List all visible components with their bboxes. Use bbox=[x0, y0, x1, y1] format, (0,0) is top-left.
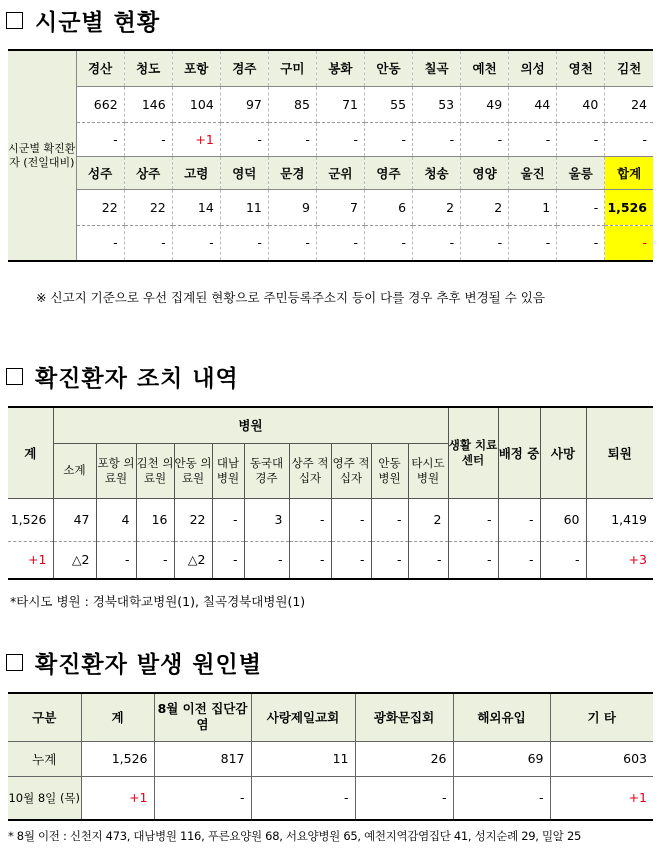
region-change: - bbox=[413, 225, 461, 261]
cause-cell: - bbox=[355, 776, 453, 820]
sub-header: 김천 의료원 bbox=[136, 443, 174, 498]
region-name: 예천 bbox=[461, 50, 509, 86]
action-cell: 1,526 bbox=[8, 498, 53, 541]
actions-table bbox=[8, 406, 653, 580]
region-total: 7 bbox=[316, 189, 364, 225]
sub-header: 영주 적십자 bbox=[331, 443, 371, 498]
region-total: 24 bbox=[605, 86, 653, 122]
region-total: 11 bbox=[220, 189, 268, 225]
region-change: - bbox=[557, 225, 605, 261]
region-total: 44 bbox=[509, 86, 557, 122]
region-name: 영양 bbox=[461, 156, 509, 189]
region-change: - bbox=[364, 225, 412, 261]
cause-cell: +1 bbox=[81, 776, 154, 820]
region-name: 울진 bbox=[509, 156, 557, 189]
region-name: 칠곡 bbox=[413, 50, 461, 86]
cause-cell: - bbox=[154, 776, 251, 820]
grand-total-value: 1,526 bbox=[605, 189, 653, 225]
region-total: 2 bbox=[461, 189, 509, 225]
action-cell: 47 bbox=[53, 498, 96, 541]
header-pending: 배정 중 bbox=[498, 407, 540, 498]
region-name: 경주 bbox=[220, 50, 268, 86]
region-change: - bbox=[124, 122, 172, 156]
header-discharge: 퇴원 bbox=[586, 407, 653, 498]
region-total: 71 bbox=[316, 86, 364, 122]
hospital-note: *타시도 병원 : 경북대학교병원(1), 칠곡경북대병원(1) bbox=[10, 594, 306, 609]
region-total: 662 bbox=[76, 86, 124, 122]
action-cell: - bbox=[448, 498, 498, 541]
region-name: 고령 bbox=[172, 156, 220, 189]
region-change: - bbox=[76, 122, 124, 156]
cause-cell: 1,526 bbox=[81, 741, 154, 776]
cause-header: 구분 bbox=[8, 693, 81, 741]
region-total: 9 bbox=[268, 189, 316, 225]
region-total: - bbox=[557, 189, 605, 225]
action-cell: 3 bbox=[244, 498, 289, 541]
sub-header: 안동 병원 bbox=[371, 443, 408, 498]
region-total: 22 bbox=[124, 189, 172, 225]
action-change: - bbox=[540, 541, 586, 579]
region-change: - bbox=[220, 122, 268, 156]
region-name: 구미 bbox=[268, 50, 316, 86]
action-change: - bbox=[244, 541, 289, 579]
cause-header: 사랑제일교회 bbox=[251, 693, 355, 741]
region-total: 6 bbox=[364, 189, 412, 225]
cause-row-label: 10월 8일 (목) bbox=[8, 776, 81, 820]
region-name: 김천 bbox=[605, 50, 653, 86]
cause-cell: 69 bbox=[453, 741, 550, 776]
section-title-actions: 확진환자 조치 내역 bbox=[6, 360, 239, 393]
region-name: 경산 bbox=[76, 50, 124, 86]
region-change: - bbox=[557, 122, 605, 156]
action-change: △2 bbox=[174, 541, 212, 579]
sub-header: 타시도 병원 bbox=[408, 443, 448, 498]
region-change: - bbox=[413, 122, 461, 156]
region-change: - bbox=[605, 122, 653, 156]
region-change: - bbox=[364, 122, 412, 156]
action-cell: 2 bbox=[408, 498, 448, 541]
region-change: - bbox=[220, 225, 268, 261]
header-life-center: 생활 치료 센터 bbox=[448, 407, 498, 498]
region-change: - bbox=[268, 122, 316, 156]
action-cell: - bbox=[331, 498, 371, 541]
cause-cell: - bbox=[453, 776, 550, 820]
region-total: 85 bbox=[268, 86, 316, 122]
region-change: - bbox=[316, 122, 364, 156]
region-total: 40 bbox=[557, 86, 605, 122]
region-change: +1 bbox=[172, 122, 220, 156]
action-change: +3 bbox=[586, 541, 653, 579]
region-name: 포항 bbox=[172, 50, 220, 86]
cause-cell: +1 bbox=[550, 776, 653, 820]
action-cell: 22 bbox=[174, 498, 212, 541]
action-change: - bbox=[212, 541, 244, 579]
action-change: - bbox=[371, 541, 408, 579]
region-change: - bbox=[509, 225, 557, 261]
cause-header: 8월 이전 집단감염 bbox=[154, 693, 251, 741]
region-total: 104 bbox=[172, 86, 220, 122]
city-note: ※ 신고지 기준으로 우선 집계된 현황으로 주민등록주소지 등이 다를 경우 추후 변경될 수 있음 bbox=[36, 290, 545, 305]
region-name: 상주 bbox=[124, 156, 172, 189]
region-name: 영천 bbox=[557, 50, 605, 86]
region-total: 14 bbox=[172, 189, 220, 225]
cause-cell: 603 bbox=[550, 741, 653, 776]
sub-header: 대남 병원 bbox=[212, 443, 244, 498]
grand-total-change: - bbox=[605, 225, 653, 261]
header-hospital: 병원 bbox=[53, 407, 448, 443]
region-name: 의성 bbox=[509, 50, 557, 86]
region-change: - bbox=[268, 225, 316, 261]
sub-header: 안동 의료원 bbox=[174, 443, 212, 498]
region-name: 청송 bbox=[413, 156, 461, 189]
region-total: 49 bbox=[461, 86, 509, 122]
action-cell: - bbox=[289, 498, 331, 541]
cause-cell: 11 bbox=[251, 741, 355, 776]
action-change: - bbox=[448, 541, 498, 579]
action-change: △2 bbox=[53, 541, 96, 579]
cause-cell: 26 bbox=[355, 741, 453, 776]
sub-header: 상주 적십자 bbox=[289, 443, 331, 498]
sub-header: 포항 의료원 bbox=[96, 443, 136, 498]
checkbox-square-icon bbox=[6, 12, 23, 29]
region-name: 영덕 bbox=[220, 156, 268, 189]
cause-header: 광화문집회 bbox=[355, 693, 453, 741]
region-change: - bbox=[76, 225, 124, 261]
region-total: 1 bbox=[509, 189, 557, 225]
action-change: - bbox=[289, 541, 331, 579]
action-change: - bbox=[96, 541, 136, 579]
action-cell: - bbox=[212, 498, 244, 541]
city-table bbox=[8, 49, 653, 262]
action-change: - bbox=[498, 541, 540, 579]
cause-header: 기 타 bbox=[550, 693, 653, 741]
region-total: 2 bbox=[413, 189, 461, 225]
checkbox-square-icon bbox=[6, 654, 23, 671]
region-total: 97 bbox=[220, 86, 268, 122]
cause-cell: - bbox=[251, 776, 355, 820]
action-cell: - bbox=[498, 498, 540, 541]
region-change: - bbox=[172, 225, 220, 261]
cause-note: * 8월 이전 : 신천지 473, 대남병원 116, 푸른요양원 68, 서요양병원 65, 예천지역감염집단 41, 성지순례 29, 밀알 25 bbox=[8, 829, 581, 843]
side-label: 시군별 확진환자 (전일대비) bbox=[8, 50, 76, 261]
region-total: 146 bbox=[124, 86, 172, 122]
region-change: - bbox=[509, 122, 557, 156]
checkbox-square-icon bbox=[6, 368, 23, 385]
region-total: 55 bbox=[364, 86, 412, 122]
sub-header: 소계 bbox=[53, 443, 96, 498]
cause-cell: 817 bbox=[154, 741, 251, 776]
action-cell: 16 bbox=[136, 498, 174, 541]
region-name: 안동 bbox=[364, 50, 412, 86]
region-name: 성주 bbox=[76, 156, 124, 189]
cause-row-label: 누계 bbox=[8, 741, 81, 776]
region-change: - bbox=[461, 122, 509, 156]
section-title-city: 시군별 현황 bbox=[6, 4, 160, 37]
region-change: - bbox=[316, 225, 364, 261]
region-name: 문경 bbox=[268, 156, 316, 189]
grand-total-label: 합계 bbox=[605, 156, 653, 189]
cause-table bbox=[8, 692, 653, 821]
sub-header: 동국대 경주 bbox=[244, 443, 289, 498]
region-change: - bbox=[124, 225, 172, 261]
action-change: - bbox=[408, 541, 448, 579]
action-change: +1 bbox=[8, 541, 53, 579]
action-change: - bbox=[136, 541, 174, 579]
region-total: 22 bbox=[76, 189, 124, 225]
region-name: 청도 bbox=[124, 50, 172, 86]
action-cell: - bbox=[371, 498, 408, 541]
region-change: - bbox=[461, 225, 509, 261]
region-name: 울릉 bbox=[557, 156, 605, 189]
action-change: - bbox=[331, 541, 371, 579]
region-name: 봉화 bbox=[316, 50, 364, 86]
header-death: 사망 bbox=[540, 407, 586, 498]
action-cell: 1,419 bbox=[586, 498, 653, 541]
action-cell: 4 bbox=[96, 498, 136, 541]
header-total: 계 bbox=[8, 407, 53, 498]
action-cell: 60 bbox=[540, 498, 586, 541]
region-total: 53 bbox=[413, 86, 461, 122]
region-name: 군위 bbox=[316, 156, 364, 189]
cause-header: 해외유입 bbox=[453, 693, 550, 741]
section-title-cause: 확진환자 발생 원인별 bbox=[6, 646, 262, 679]
region-name: 영주 bbox=[364, 156, 412, 189]
cause-header: 계 bbox=[81, 693, 154, 741]
